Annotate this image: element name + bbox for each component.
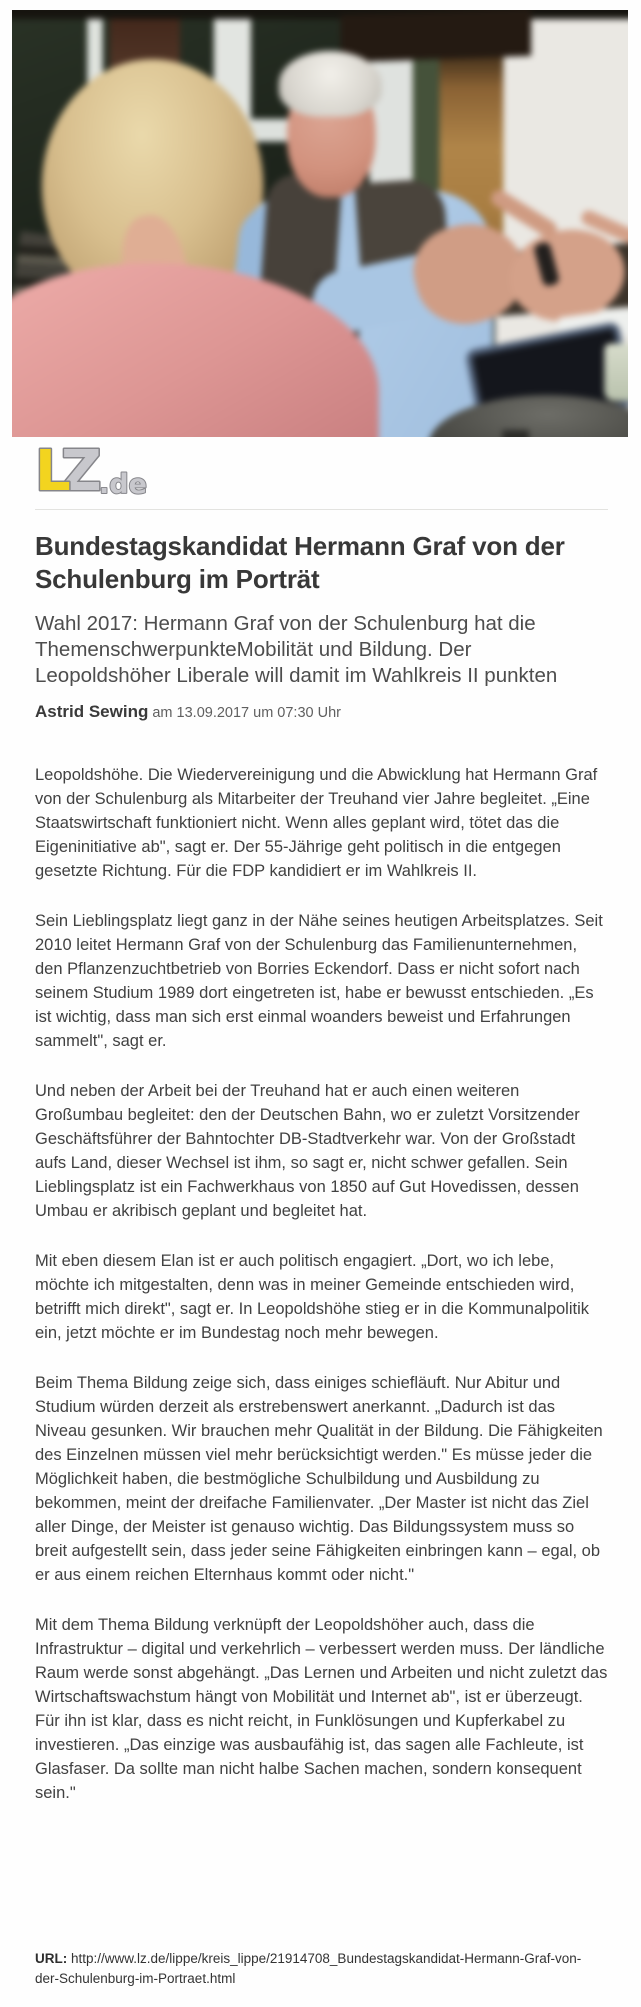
article-body — [35, 763, 608, 1805]
article-subheadline: Wahl 2017: Hermann Graf von der Schulenburg hat die ThemenschwerpunkteMobilität und Bildung. Der Leopoldshöher Liberale will damit im Wahlkreis II punkten — [35, 612, 558, 687]
lz-logo — [35, 447, 608, 497]
photo-scene — [12, 10, 628, 437]
paragraph: Und neben der Arbeit bei der Treuhand hat er auch einen weiteren Großumbau begleitet: den der Deutschen Bahn, wo er zuletzt Vorsitzender Geschäftsführer der Bahntochter DB-Stadtverkehr war. Von der Großstadt aufs Land, dieser Wechsel ist ihm, so sagt er, nicht schwer gefallen. Sein Lieblingsplatz ist ein Fachwerkhaus von 1850 auf Gut Hovedissen, dessen Umbau er akribisch geplant und begleitet hat. — [35, 1082, 580, 1220]
lz-logo-de: .de — [99, 469, 147, 497]
paragraph: Mit dem Thema Bildung verknüpft der Leopoldshöher auch, dass die Infrastruktur – digital und verkehrlich – verbessert werden muss. Der ländliche Raum werde sonst abgehängt. „Das Lernen und Arbeiten und nicht zuletzt das Wirtschaftswachstum hängt von Mobilität und Internet ab", ist er überzeugt. Für ihn ist klar, dass es nicht reicht, in Funklösungen und Kupferkabel zu investieren. „Das einzige was ausbaufähig ist, das sagen alle Fachleute, ist Glasfaser. Da sollte man nicht halbe Sachen machen, sondern konsequent sein." — [35, 1616, 608, 1802]
article-photo — [12, 10, 628, 437]
source-url: http://www.lz.de/lippe/kreis_lippe/21914708_Bundestagskandidat-Hermann-Graf-von-der-Schulenburg-im-Portraet.html — [35, 1951, 582, 1986]
photo-top-right-beam — [341, 10, 532, 63]
photo-coffee-cup — [604, 343, 628, 401]
byline — [35, 702, 608, 722]
article-content — [0, 447, 641, 1805]
author-name: Astrid Sewing — [35, 702, 149, 721]
lz-logo-l: L — [35, 447, 71, 497]
lz-logo-graphic — [35, 447, 155, 497]
source-url-label: URL: — [35, 1951, 68, 1966]
photo-candidate-hair — [279, 51, 382, 117]
divider-rule — [35, 509, 608, 510]
page-title: Bundestagskandidat Hermann Graf von der Schulenburg im Porträt — [35, 531, 565, 594]
paragraph: Beim Thema Bildung zeige sich, dass einiges schiefläuft. Nur Abitur und Studium würden derzeit als erstrebenswert anerkannt. „Dadurch ist das Niveau gesunken. Wir brauchen mehr Qualität in der Bildung. Die Fähigkeiten des Einzelnen müssen viel mehr berücksichtigt werden." Es müsse jeder die Möglichkeit haben, die bestmögliche Schulbildung und Ausbildung zu bekommen, meint der dreifache Familienvater. „Der Master ist nicht das Ziel aller Dinge, der Meister ist genauso wichtig. Das Bildungssystem muss so breit aufgestellt sein, dass jeder seine Fähigkeiten einbringen kann – egal, ob er aus einem reichen Elternhaus kommt oder nicht." — [35, 1374, 603, 1584]
source-url-block — [35, 1949, 603, 1988]
paragraph: Leopoldshöhe. Die Wiedervereinigung und die Abwicklung hat Hermann Graf von der Schulenburg als Mitarbeiter der Treuhand vier Jahre begleitet. „Eine Staatswirtschaft funktioniert nicht. Wenn alles geplant wird, tötet das die Eigeninitiative ab", sagt er. Der 55-Jährige geht politisch in die entgegen gesetzte Richtung. Für die FDP kandidiert er im Wahlkreis II. — [35, 766, 598, 880]
lz-logo-z: Z — [61, 447, 102, 497]
publish-date: am 13.09.2017 um 07:30 Uhr — [152, 705, 341, 721]
photo-top-beam — [12, 10, 628, 19]
photo-table-leg — [502, 430, 529, 437]
paragraph: Mit eben diesem Elan ist er auch politisch engagiert. „Dort, wo ich lebe, möchte ich mitgestalten, denn was in meiner Gemeinde entschieden wird, betrifft mich direkt", sagt er. In Leopoldshöhe stieg er in die Kommunalpolitik ein, jetzt möchte er im Bundestag noch mehr bewegen. — [35, 1252, 590, 1342]
paragraph: Sein Lieblingsplatz liegt ganz in der Nähe seines heutigen Arbeitsplatzes. Seit 2010 leitet Hermann Graf von der Schulenburg das Familienunternehmen, den Pflanzenzuchtbetrieb von Borries Eckendorf. Dass er nicht sofort nach seinem Studium 1989 dort eingetreten ist, habe er bewusst entschieden. „Es ist wichtig, dass man sich erst einmal woanders beweist und Erfahrungen sammelt", sagt er. — [35, 912, 603, 1050]
